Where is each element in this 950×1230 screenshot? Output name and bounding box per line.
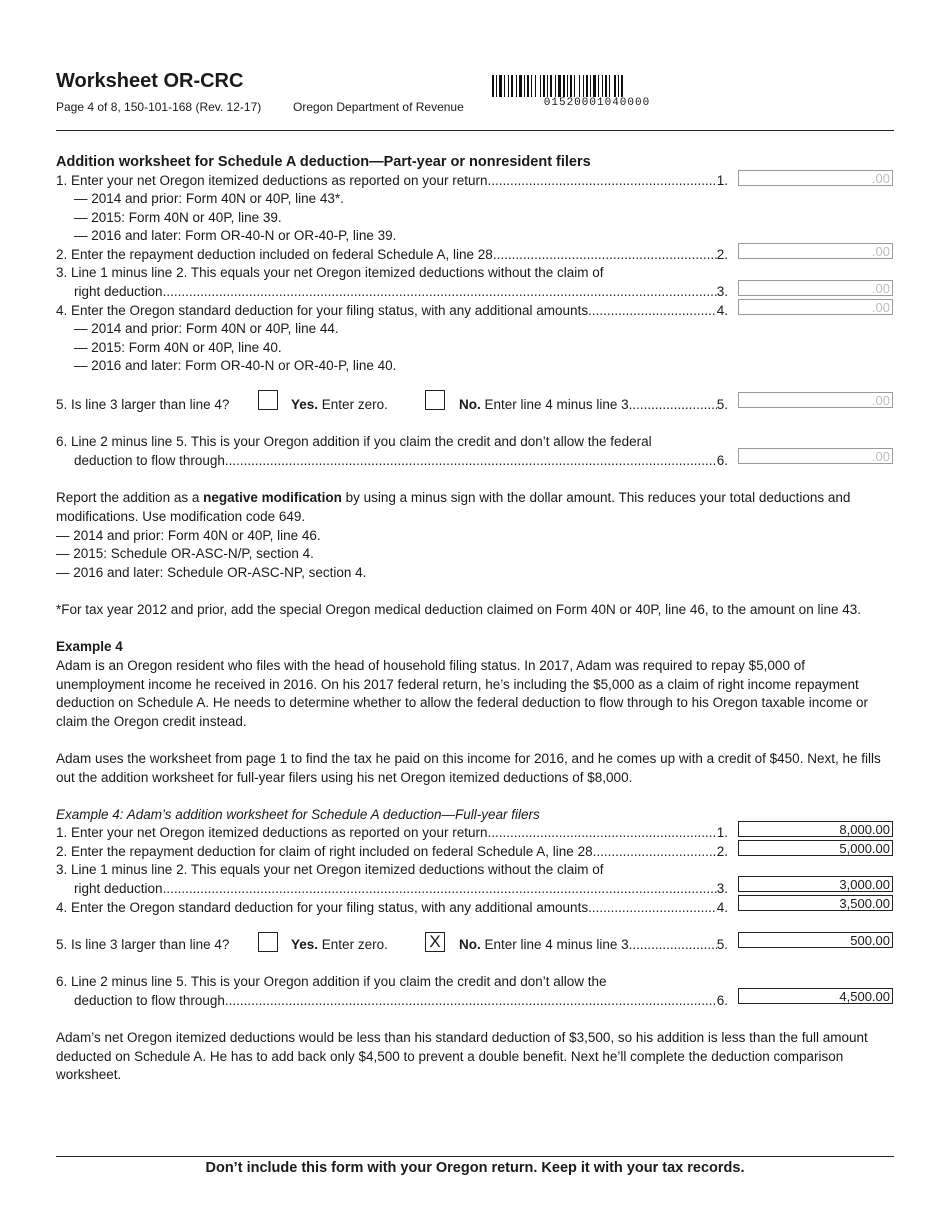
ws-line-3-input[interactable]: .00 — [738, 280, 893, 296]
ex-line-2: 2. Enter the repayment deduction for claim of right included on federal Schedule A, line 28 ..... 2. — [56, 843, 728, 861]
report-paragraph: Report the addition as a negative modification by using a minus sign with the dollar amount. This reduces your total deductions and modifications. Use modification code 649. — [56, 490, 851, 524]
ws-line-5-no-checkbox[interactable] — [425, 390, 445, 410]
ws-line-1-num: 1. — [716, 173, 728, 188]
ws-line-2-text: 2. Enter the repayment deduction included on federal Schedule A, line 28 — [56, 247, 493, 262]
ex-line-2-text: 2. Enter the repayment deduction for claim of right included on federal Schedule A, line 28 — [56, 844, 593, 859]
example-conclusion: Adam’s net Oregon itemized deductions would be less than his standard deduction of $3,500, so his addition is less than the full amount deducted on Schedule A. He has to add back only $4,500 to prevent a double benefit. Next he’ll complete the deduction comparison worksheet. — [56, 1030, 868, 1082]
footer-divider — [56, 1156, 894, 1157]
ex-line-6: deduction to flow through ..... 6. — [56, 992, 728, 1010]
ws-line-4-num: 4. — [716, 303, 728, 318]
ex-line-4: 4. Enter the Oregon standard deduction for your filing status, with any additional amounts ..... 4. — [56, 899, 728, 917]
ws-line-5-yes-text: Enter zero. — [321, 397, 388, 412]
footnote: *For tax year 2012 and prior, add the special Oregon medical deduction claimed on Form 40N or 40P, line 46, to the amount on line 43. — [56, 602, 861, 617]
department-name: Oregon Department of Revenue — [293, 100, 464, 114]
ws-line-3-text-b: right deduction — [74, 284, 163, 299]
ws-line-1-sub-1: — 2014 and prior: Form 40N or 40P, line 43*. — [74, 191, 344, 206]
ex-line-5-value[interactable]: 500.00 — [738, 932, 893, 948]
worksheet-heading: Addition worksheet for Schedule A deduction—Part-year or nonresident filers — [56, 154, 591, 170]
form-title: Worksheet OR-CRC — [56, 70, 244, 92]
ex-line-5-yes: Yes. Enter zero. — [291, 937, 388, 952]
ex-line-5-yes-checkbox[interactable] — [258, 932, 278, 952]
ws-line-5-no-label: No. — [459, 397, 481, 412]
ws-line-1-text: 1. Enter your net Oregon itemized deductions as reported on your return — [56, 173, 488, 188]
ex-line-3-text-a: 3. Line 1 minus line 2. This equals your net Oregon itemized deductions without the claim of — [56, 862, 604, 877]
ex-line-6-value[interactable]: 4,500.00 — [738, 988, 893, 1004]
ws-line-3-num: 3. — [716, 284, 728, 299]
ex-line-1-value[interactable]: 8,000.00 — [738, 821, 893, 837]
ws-line-1 — [56, 172, 728, 190]
ws-line-1-sub-2: — 2015: Form 40N or 40P, line 39. — [74, 210, 282, 225]
ex-line-3: right deduction ..... 3. — [56, 880, 728, 898]
ex-line-6-text-a: 6. Line 2 minus line 5. This is your Oregon addition if you claim the credit and don’t allow the — [56, 974, 607, 989]
report-item-1: — 2014 and prior: Form 40N or 40P, line 46. — [56, 528, 321, 543]
ws-line-6-text-a: 6. Line 2 minus line 5. This is your Oregon addition if you claim the credit and don’t allow the federal — [56, 434, 652, 449]
footer-note: Don’t include this form with your Oregon return. Keep it with your tax records. — [205, 1160, 745, 1176]
report-item-2: — 2015: Schedule OR-ASC-N/P, section 4. — [56, 546, 314, 561]
barcode — [492, 75, 702, 97]
ws-line-2-input[interactable]: .00 — [738, 243, 893, 259]
example-heading: Example 4 — [56, 639, 123, 654]
ws-line-6-text-b: deduction to flow through — [74, 453, 225, 468]
ws-line-1-sub-3: — 2016 and later: Form OR-40-N or OR-40-P, line 39. — [74, 228, 397, 243]
ex-line-4-value[interactable]: 3,500.00 — [738, 895, 893, 911]
ws-line-4-sub-3: — 2016 and later: Form OR-40-N or OR-40-P, line 40. — [74, 358, 397, 373]
ws-line-6 — [56, 452, 728, 470]
ex-line-4-text: 4. Enter the Oregon standard deduction for your filing status, with any additional amounts — [56, 900, 589, 915]
ex-line-1-text: 1. Enter your net Oregon itemized deductions as reported on your return — [56, 825, 488, 840]
ws-line-6-input[interactable]: .00 — [738, 448, 893, 464]
ex-line-1: 1. Enter your net Oregon itemized deductions as reported on your return ..... 1. — [56, 824, 728, 842]
ws-line-5-yes — [291, 396, 388, 414]
page-info: Page 4 of 8, 150-101-168 (Rev. 12-17) — [56, 100, 262, 114]
ws-line-3 — [56, 283, 728, 301]
ws-line-1-input[interactable]: .00 — [738, 170, 893, 186]
ex-line-5-question: 5. Is line 3 larger than line 4? — [56, 937, 230, 952]
ex-line-5-no-checkbox[interactable]: X — [425, 932, 445, 952]
ws-line-5-yes-checkbox[interactable] — [258, 390, 278, 410]
header-divider — [56, 130, 894, 131]
barcode-number: 01520001040000 — [543, 97, 651, 109]
ws-line-5-input[interactable]: .00 — [738, 392, 893, 408]
ws-line-2 — [56, 246, 728, 264]
ws-line-4-text: 4. Enter the Oregon standard deduction for your filing status, with any additional amounts — [56, 303, 589, 318]
ws-line-2-num: 2. — [716, 247, 728, 262]
ex-line-6-text-b: deduction to flow through — [74, 993, 225, 1008]
ex-line-3-text-b: right deduction — [74, 881, 163, 896]
ws-line-5-no — [459, 396, 728, 414]
ws-line-4-sub-1: — 2014 and prior: Form 40N or 40P, line 44. — [74, 321, 339, 336]
example-worksheet-title: Example 4: Adam’s addition worksheet for Schedule A deduction—Full-year filers — [56, 807, 540, 822]
ws-line-5-yes-label: Yes. — [291, 397, 319, 412]
ws-line-6-num: 6. — [716, 453, 728, 468]
ws-line-4-input[interactable]: .00 — [738, 299, 893, 315]
example-paragraph-1: Adam is an Oregon resident who files with the head of household filing status. In 2017, Adam was required to repay $5,000 of unemployment income he received in 2016. On his 2017 federal return, he’s including the $5,000 as a claim of right income repayment deduction on Schedule A. He needs to determine whether to allow the federal deduction to flow through to his Oregon taxable income or claim the Oregon credit instead. — [56, 658, 869, 729]
ws-line-5-question: 5. Is line 3 larger than line 4? — [56, 397, 230, 412]
report-bold: negative modification — [203, 490, 342, 505]
ws-line-5-num: 5. — [716, 397, 728, 412]
ws-line-4-sub-2: — 2015: Form 40N or 40P, line 40. — [74, 340, 282, 355]
ws-line-4 — [56, 302, 728, 320]
ex-line-5-no: No. Enter line 4 minus line 3 ..... 5. — [459, 936, 728, 954]
ex-line-2-value[interactable]: 5,000.00 — [738, 840, 893, 856]
report-item-3: — 2016 and later: Schedule OR-ASC-NP, section 4. — [56, 565, 367, 580]
ex-line-3-value[interactable]: 3,000.00 — [738, 876, 893, 892]
ws-line-5-no-text: Enter line 4 minus line 3 — [484, 397, 629, 412]
ws-line-3-text-a: 3. Line 1 minus line 2. This equals your net Oregon itemized deductions without the claim of — [56, 265, 604, 280]
example-paragraph-2: Adam uses the worksheet from page 1 to find the tax he paid on this income for 2016, and he comes up with a credit of $450. Next, he fills out the addition worksheet for full-year filers using his net Oregon itemized deductions of $8,000. — [56, 751, 881, 785]
